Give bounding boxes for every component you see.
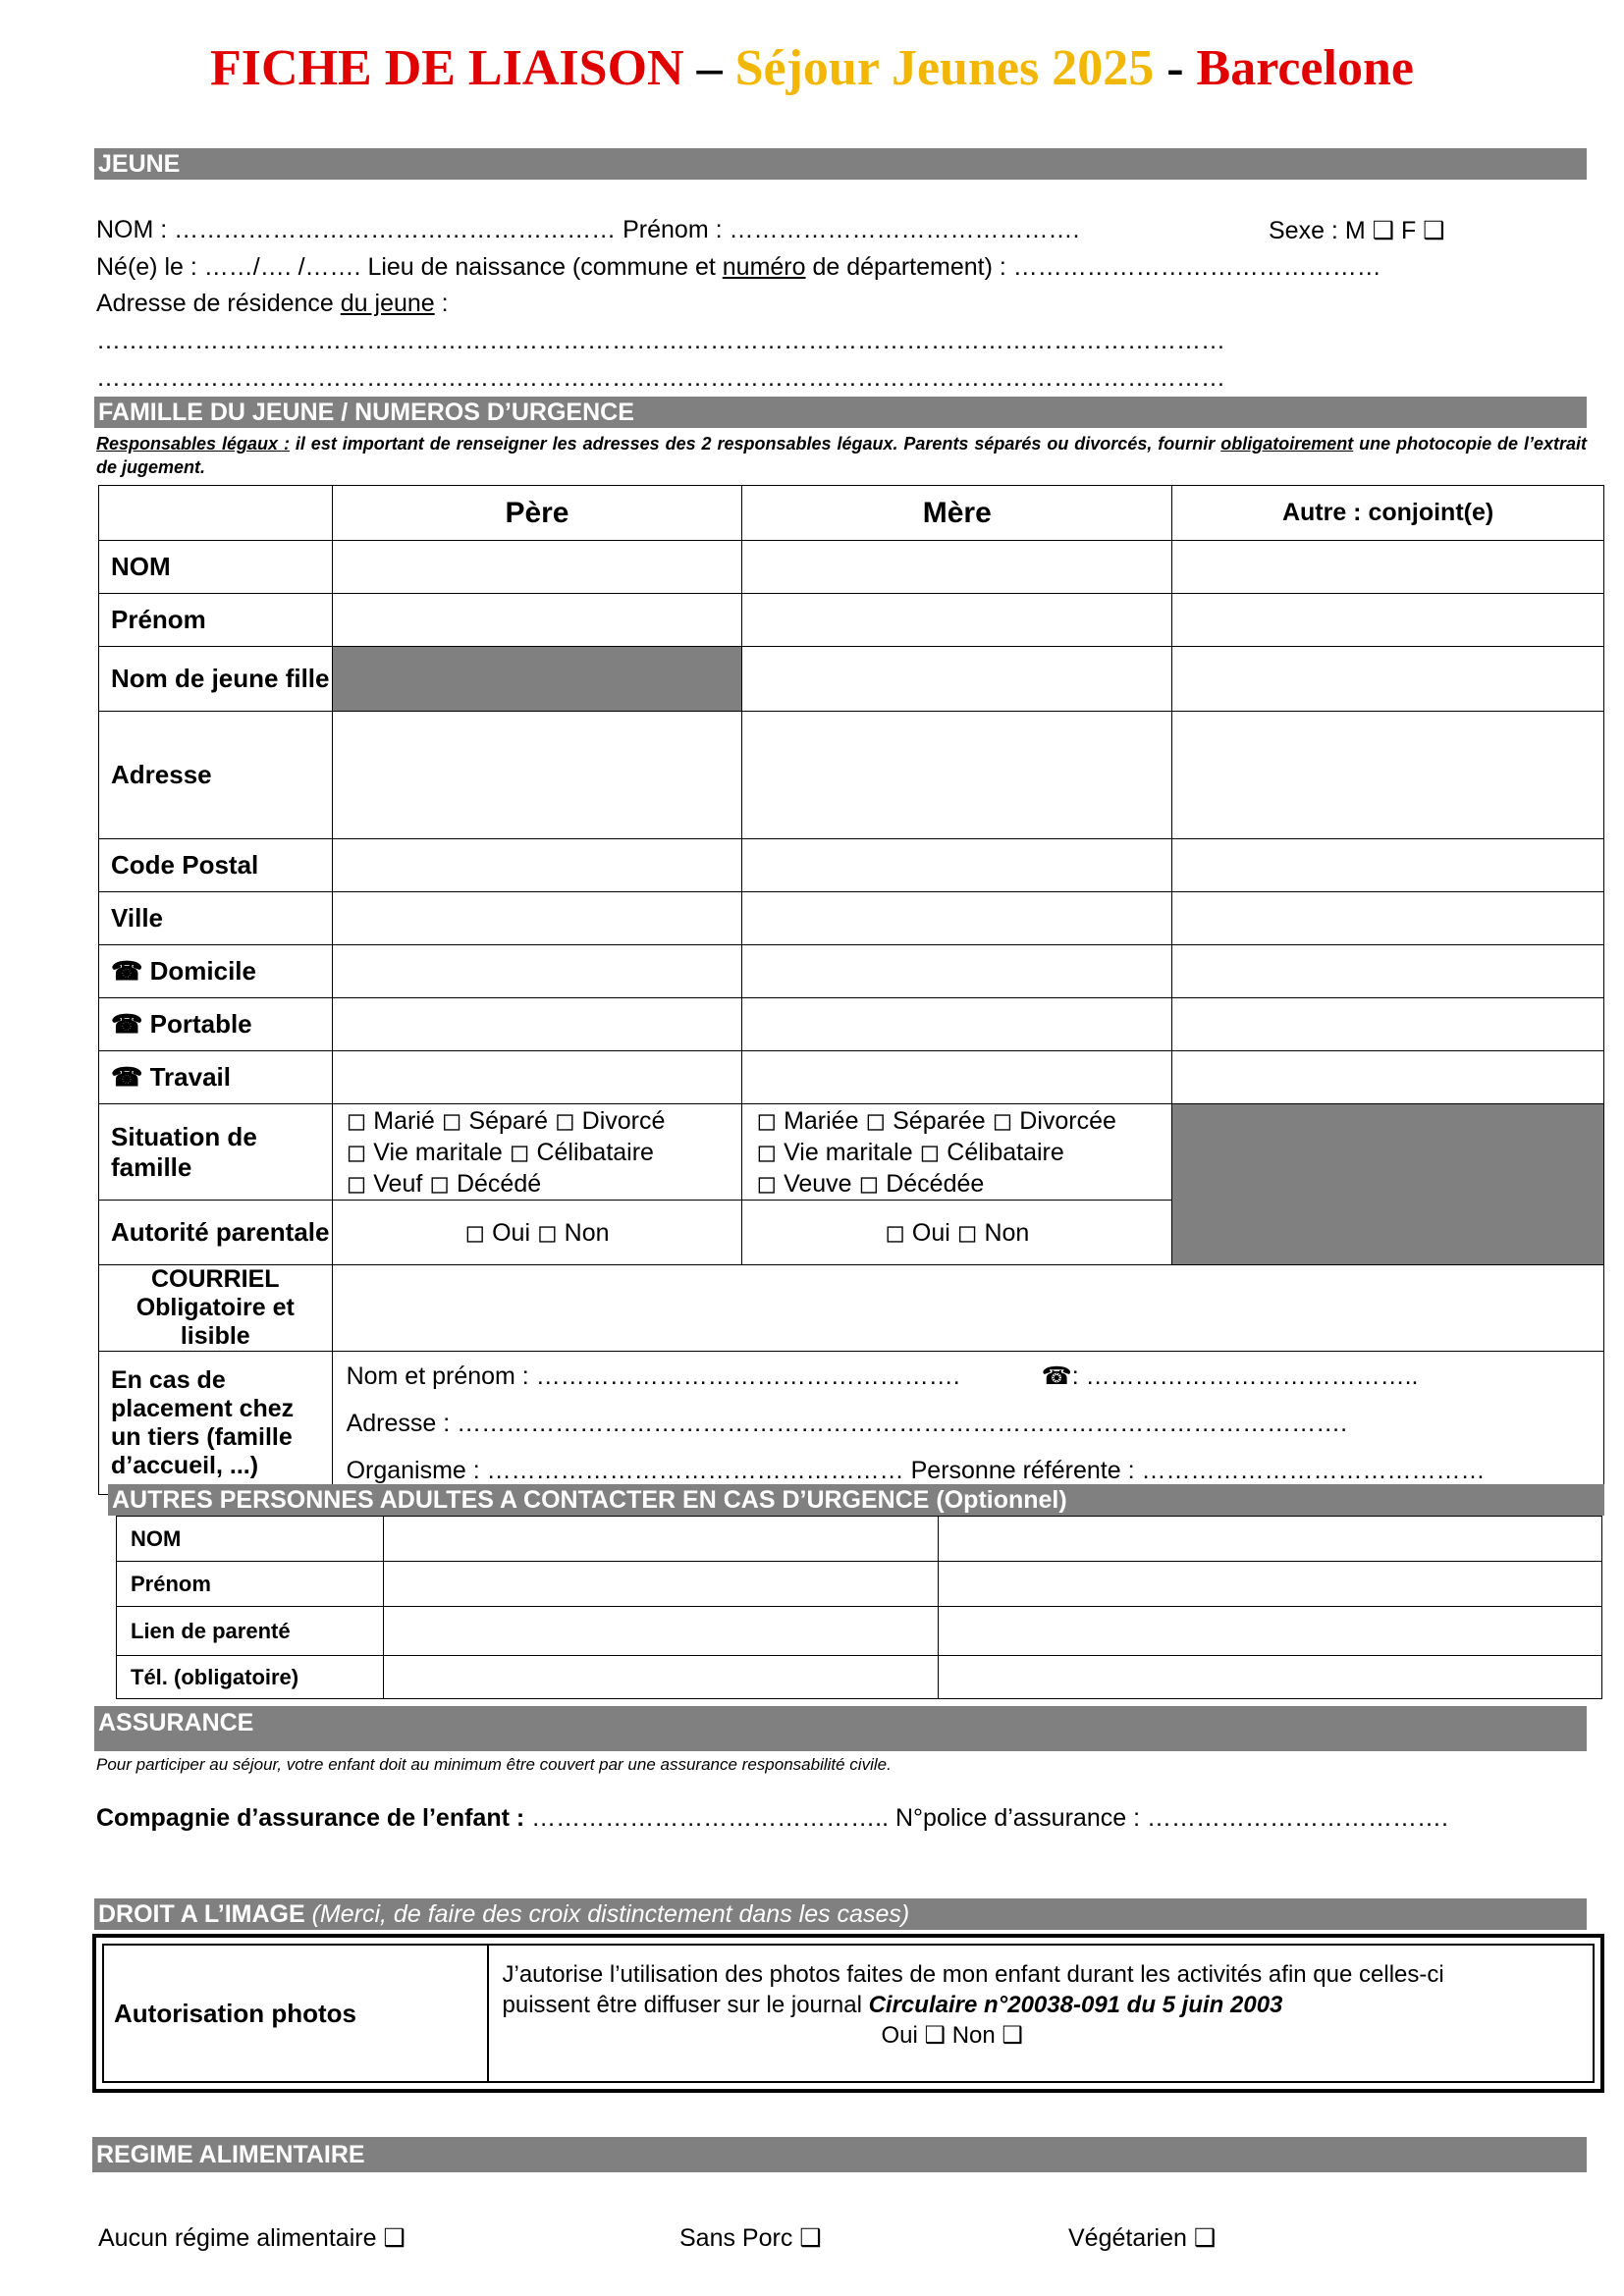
jeune-lieu-b: de département) : ……………………………………… <box>805 253 1381 281</box>
adult2-nom[interactable] <box>939 1517 1602 1562</box>
row-label-nom: NOM <box>99 541 333 594</box>
photo-text2: puissent être diffuser sur le journal <box>502 1992 869 2018</box>
jeune-naissance-field[interactable] <box>96 253 1381 282</box>
row-nom-jeune-fille <box>99 647 1604 712</box>
row-prenom <box>99 594 1604 647</box>
section-autres: AUTRES PERSONNES ADULTES A CONTACTER EN CAS D’URGENCE (Optionnel) <box>108 1484 1604 1516</box>
situation-mere-line1[interactable]: ◻ Mariée ◻ Séparée ◻ Divorcée <box>756 1106 1116 1135</box>
photo-text1: J’autorise l’utilisation des photos faites de mon enfant durant les activités afin que celles-ci <box>502 1961 1444 1988</box>
placement-organisme[interactable]: Organisme : …………………………………………… Personne référente : …………………………………… <box>346 1456 1486 1484</box>
cell-courriel[interactable] <box>332 1265 1603 1352</box>
autorite-pere-options[interactable]: ◻ Oui ◻ Non <box>332 1201 742 1265</box>
cell-mere-adresse[interactable] <box>742 712 1172 839</box>
adult-label-lien: Lien de parenté <box>117 1607 384 1656</box>
header-autre: Autre : conjoint(e) <box>1172 486 1604 541</box>
adult-row-tel <box>117 1656 1602 1699</box>
row-label-courriel: COURRIEL Obligatoire et lisible <box>99 1265 333 1352</box>
adult1-tel[interactable] <box>383 1656 939 1699</box>
situation-pere-line2[interactable]: ◻ Vie maritale ◻ Célibataire <box>346 1138 654 1166</box>
title-part3: Barcelone <box>1196 40 1414 96</box>
famille-note-text1: il est important de renseigner les adresses des 2 responsables légaux. Parents séparés ou divorcés, fournir <box>289 434 1221 454</box>
title-sep1: – <box>683 40 735 96</box>
adult1-nom[interactable] <box>383 1517 939 1562</box>
row-label-autorite: Autorité parentale <box>99 1201 333 1265</box>
section-assurance: ASSURANCE <box>94 1706 1587 1751</box>
family-table <box>98 485 1604 1495</box>
cell-autre-ville[interactable] <box>1172 892 1604 945</box>
section-jeune: JEUNE <box>94 148 1587 180</box>
header-mere: Mère <box>742 486 1172 541</box>
cell-mere-nom-jeune-fille[interactable] <box>742 647 1172 712</box>
regime-vegetarien-checkbox[interactable]: Végétarien ❑ <box>1068 2224 1217 2252</box>
cell-autre-adresse[interactable] <box>1172 712 1604 839</box>
jeune-adresse-line1[interactable]: ………………………………………………………………………………………………………………………… <box>96 327 1225 354</box>
situation-mere-options[interactable] <box>742 1104 1172 1201</box>
section-droit-image <box>94 1898 1587 1930</box>
jeune-adresse-line2[interactable]: ………………………………………………………………………………………………………………………… <box>96 364 1225 392</box>
regime-aucun-checkbox[interactable]: Aucun régime alimentaire ❑ <box>98 2224 406 2252</box>
cell-mere-ville[interactable] <box>742 892 1172 945</box>
page-title <box>0 39 1624 97</box>
adult2-tel[interactable] <box>939 1656 1602 1699</box>
row-label-nom-jeune-fille: Nom de jeune fille <box>99 647 333 712</box>
photo-label: Autorisation photos <box>103 1945 488 2082</box>
assurance-compagnie-dots[interactable]: …………………………………….. N°police d’assurance : ………………………………. <box>524 1804 1448 1832</box>
placement-tel[interactable]: ☎: ………………………………….. <box>1041 1362 1419 1390</box>
row-ville <box>99 892 1604 945</box>
situation-pere-line1[interactable]: ◻ Marié ◻ Séparé ◻ Divorcé <box>346 1106 666 1135</box>
photo-choices[interactable]: Oui ❑ Non ❑ <box>881 2022 1023 2049</box>
row-label-tel-domicile: ☎ Domicile <box>99 945 333 998</box>
row-code-postal <box>99 839 1604 892</box>
cell-mere-tel-portable[interactable] <box>742 998 1172 1051</box>
famille-note-label: Responsables légaux : <box>96 434 290 454</box>
famille-note-underlined: obligatoirement <box>1220 434 1354 454</box>
jeune-adresse-u: du jeune <box>340 290 435 317</box>
row-label-ville: Ville <box>99 892 333 945</box>
jeune-lieu-u: numéro <box>722 253 806 281</box>
jeune-adresse-a: Adresse de résidence <box>96 290 341 317</box>
adult-row-nom <box>117 1517 1602 1562</box>
row-label-tel-travail: ☎ Travail <box>99 1051 333 1104</box>
assurance-compagnie-field[interactable] <box>96 1804 1448 1833</box>
family-header-row <box>99 486 1604 541</box>
placement-adresse[interactable]: Adresse : ………………………………………………………………………………………………. <box>346 1409 1348 1437</box>
situation-mere-line2[interactable]: ◻ Vie maritale ◻ Célibataire <box>756 1138 1064 1166</box>
row-adresse <box>99 712 1604 839</box>
cell-pere-nom[interactable] <box>332 541 742 594</box>
situation-pere-options[interactable] <box>332 1104 742 1201</box>
row-nom <box>99 541 1604 594</box>
row-tel-portable <box>99 998 1604 1051</box>
section-famille: FAMILLE DU JEUNE / NUMEROS D’URGENCE <box>94 397 1587 428</box>
adult-label-tel: Tél. (obligatoire) <box>117 1656 384 1699</box>
cell-autre-tel-portable[interactable] <box>1172 998 1604 1051</box>
situation-pere-line3[interactable]: ◻ Veuf ◻ Décédé <box>346 1169 542 1198</box>
adult-label-prenom: Prénom <box>117 1562 384 1607</box>
row-tel-domicile <box>99 945 1604 998</box>
photo-text-cell <box>488 1945 1595 2082</box>
adult2-lien[interactable] <box>939 1607 1602 1656</box>
cell-autre-situation-disabled <box>1172 1104 1604 1265</box>
cell-pere-tel-portable[interactable] <box>332 998 742 1051</box>
row-label-placement: En cas de placement chez un tiers (famille d’accueil, ...) <box>99 1352 333 1495</box>
section-regime: REGIME ALIMENTAIRE <box>92 2137 1587 2172</box>
cell-mere-tel-domicile[interactable] <box>742 945 1172 998</box>
cell-mere-code-postal[interactable] <box>742 839 1172 892</box>
regime-sans-porc-checkbox[interactable]: Sans Porc ❑ <box>679 2224 822 2252</box>
autorite-mere-options[interactable]: ◻ Oui ◻ Non <box>742 1201 1172 1265</box>
cell-placement <box>332 1352 1603 1495</box>
placement-nom[interactable]: Nom et prénom : ……………………………………………. <box>346 1362 960 1390</box>
cell-autre-nom[interactable] <box>1172 541 1604 594</box>
adult1-lien[interactable] <box>383 1607 939 1656</box>
situation-mere-line3[interactable]: ◻ Veuve ◻ Décédée <box>756 1169 985 1198</box>
cell-pere-tel-travail[interactable] <box>332 1051 742 1104</box>
title-sep2: - <box>1154 40 1197 96</box>
cell-autre-tel-travail[interactable] <box>1172 1051 1604 1104</box>
assurance-note: Pour participer au séjour, votre enfant doit au minimum être couvert par une assurance responsabilité civile. <box>96 1755 892 1774</box>
row-situation <box>99 1104 1604 1201</box>
header-pere: Père <box>332 486 742 541</box>
droit-image-note: (Merci, de faire des croix distinctement dans les cases) <box>311 1900 910 1928</box>
jeune-sexe-field[interactable]: Sexe : M ❑ F ❑ <box>1269 217 1445 244</box>
adult-row-lien <box>117 1607 1602 1656</box>
cell-pere-tel-domicile[interactable] <box>332 945 742 998</box>
photo-text2-line <box>503 1990 1594 2020</box>
jeune-ne-le: Né(e) le : ……/…. /……. <box>96 253 368 281</box>
family-header-empty <box>99 486 333 541</box>
photo-table <box>102 1944 1595 2083</box>
cell-mere-tel-travail[interactable] <box>742 1051 1172 1104</box>
adult2-prenom[interactable] <box>939 1562 1602 1607</box>
jeune-adresse-b: : <box>434 290 449 317</box>
cell-autre-tel-domicile[interactable] <box>1172 945 1604 998</box>
droit-image-title: DROIT A L’IMAGE <box>98 1900 305 1928</box>
row-label-adresse: Adresse <box>99 712 333 839</box>
cell-mere-prenom[interactable] <box>742 594 1172 647</box>
row-label-situation: Situation de famille <box>99 1104 333 1201</box>
jeune-lieu-a: Lieu de naissance (commune et <box>367 253 723 281</box>
cell-pere-ville[interactable] <box>332 892 742 945</box>
placement-nom-line[interactable] <box>347 1353 1603 1400</box>
cell-pere-nom-jeune-fille-disabled <box>332 647 742 712</box>
title-part2: Séjour Jeunes 2025 <box>734 40 1155 96</box>
adult1-prenom[interactable] <box>383 1562 939 1607</box>
famille-note <box>96 432 1587 479</box>
jeune-nom-prenom-field[interactable]: NOM : ……………………………………………… Prénom : ……………………………………. <box>96 216 1080 243</box>
cell-pere-prenom[interactable] <box>332 594 742 647</box>
famille-note-text2: une photocopie de l’extrait de jugement. <box>96 434 1587 477</box>
photo-circulaire: Circulaire n°20038-091 du 5 juin 2003 <box>868 1992 1283 2018</box>
row-placement <box>99 1352 1604 1495</box>
cell-autre-code-postal[interactable] <box>1172 839 1604 892</box>
adults-table <box>116 1516 1602 1699</box>
adult-label-nom: NOM <box>117 1517 384 1562</box>
cell-mere-nom[interactable] <box>742 541 1172 594</box>
cell-autre-nom-jeune-fille[interactable] <box>1172 647 1604 712</box>
cell-autre-prenom[interactable] <box>1172 594 1604 647</box>
row-label-tel-portable: ☎ Portable <box>99 998 333 1051</box>
adult-row-prenom <box>117 1562 1602 1607</box>
jeune-adresse-label <box>96 290 449 318</box>
row-tel-travail <box>99 1051 1604 1104</box>
assurance-compagnie-label: Compagnie d’assurance de l’enfant : <box>96 1804 525 1832</box>
row-label-code-postal: Code Postal <box>99 839 333 892</box>
row-label-prenom: Prénom <box>99 594 333 647</box>
cell-pere-adresse[interactable] <box>332 712 742 839</box>
row-courriel <box>99 1265 1604 1352</box>
title-part1: FICHE DE LIAISON <box>210 40 684 96</box>
cell-pere-code-postal[interactable] <box>332 839 742 892</box>
